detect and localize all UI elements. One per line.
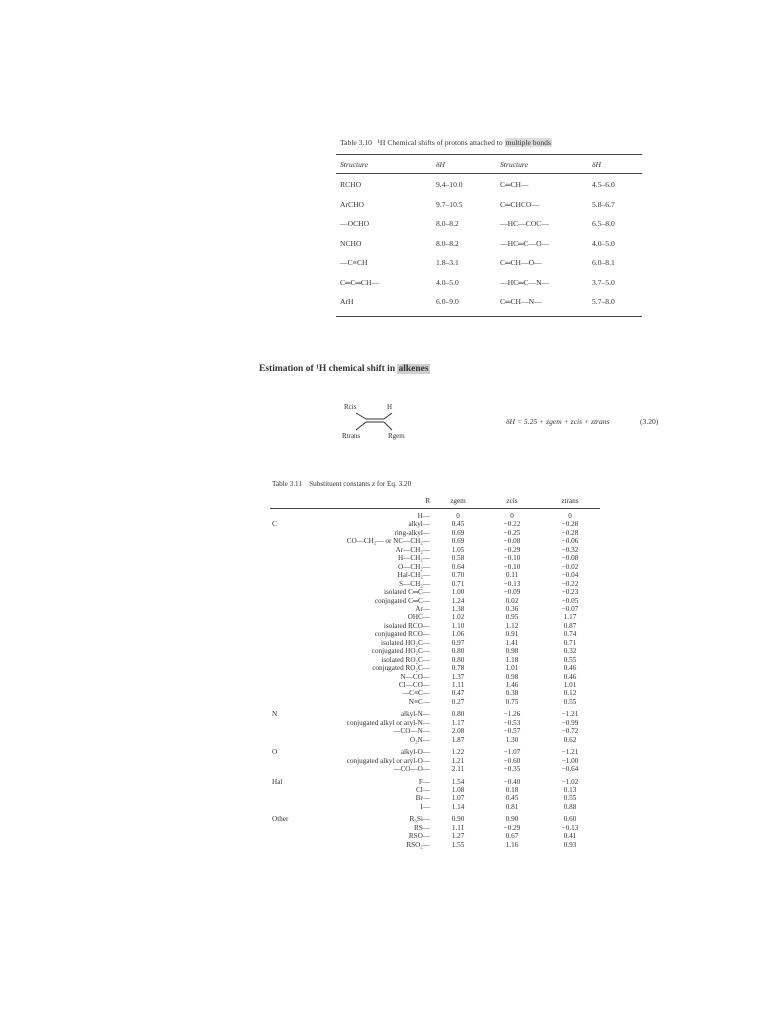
substituent-cell: isolated RCO—: [383, 621, 430, 630]
table-3-11-number: Table 3.11: [272, 480, 302, 488]
shift-cell: 8.0–8.2: [436, 219, 459, 228]
ztrans-cell: −1.21: [561, 748, 579, 757]
zgem-cell: 1.27: [451, 832, 465, 841]
ztrans-cell: 0.46: [563, 672, 577, 681]
zgem-cell: 0.47: [451, 689, 465, 698]
substituent-cell: alkyl—: [408, 520, 430, 529]
col-header-delta: δH: [436, 160, 446, 169]
zgem-cell: 1.54: [451, 777, 465, 786]
zcis-cell: 1.01: [505, 664, 519, 673]
zgem-cell: 2.11: [451, 765, 465, 774]
structure-cell: C═CH—N—: [500, 297, 542, 306]
substituent-cell: Ar—: [415, 604, 430, 613]
zcis-cell: −0.13: [503, 579, 521, 588]
ztrans-cell: 0.41: [563, 832, 577, 841]
ztrans-cell: 0.55: [563, 697, 577, 706]
zgem-cell: 1.06: [451, 630, 465, 639]
zgem-cell: 1.00: [451, 588, 465, 597]
substituent-cell: isolated C═C—: [383, 588, 430, 597]
ztrans-cell: −1.02: [561, 777, 579, 786]
zcis-cell: −0.22: [503, 520, 521, 529]
structure-cell: NCHO: [340, 238, 362, 248]
col-header-structure: Structure: [500, 160, 528, 169]
ztrans-cell: 0.93: [563, 840, 577, 849]
substituent-cell: isolated HO₂C—: [380, 638, 430, 647]
zcis-cell: −0.53: [503, 718, 521, 727]
substituent-cell: alkyl-O—: [400, 748, 430, 757]
structure-cell: C═CHCO—: [500, 199, 540, 209]
zgem-cell: 0: [456, 512, 460, 520]
table-3-10: [336, 138, 642, 318]
substituent-cell: conjugated RCO—: [374, 630, 430, 639]
structure-cell: C═CH—O—: [500, 258, 542, 267]
zgem-cell: 0.70: [451, 571, 465, 580]
ztrans-cell: 0.74: [563, 630, 577, 639]
zcis-cell: 0.45: [505, 794, 519, 803]
substituent-cell: conjugated HO₂C—: [371, 647, 430, 656]
table-3-10-title: [340, 138, 640, 147]
substituent-r-trans: Rtrans: [342, 432, 361, 440]
zgem-cell: 0.27: [451, 697, 465, 706]
col-header-ztrans: ztrans: [561, 497, 579, 505]
zcis-cell: 0.18: [505, 785, 519, 794]
structure-cell: C═C═CH—: [340, 277, 380, 287]
ztrans-cell: −0.05: [561, 596, 579, 605]
substituent-cell: conjugated alkyl or aryl-N—: [346, 718, 430, 727]
zcis-cell: −0.40: [503, 777, 521, 786]
table-rule: [336, 173, 642, 174]
alkene-structure: [340, 395, 410, 445]
zcis-cell: 0.95: [505, 613, 519, 622]
zcis-cell: 1.30: [505, 735, 519, 744]
zcis-cell: 1.16: [505, 840, 519, 849]
shift-cell: 5.7–8.0: [592, 297, 615, 306]
zcis-cell: −1.07: [503, 748, 521, 757]
zcis-cell: 1.46: [505, 681, 519, 689]
ztrans-cell: −0.28: [561, 520, 579, 529]
zcis-cell: 0.36: [505, 604, 519, 613]
zgem-cell: 0.69: [451, 528, 465, 537]
bond: [356, 413, 366, 419]
group-label: Hal: [272, 777, 283, 786]
group-label: O: [272, 748, 278, 757]
zcis-cell: −0.08: [503, 537, 521, 546]
substituent-r-cis: Rcis: [344, 403, 357, 411]
ztrans-cell: −0.04: [561, 571, 579, 580]
table-3-11-caption: Substituent constants z for Eq. 3.20: [309, 480, 412, 488]
bond: [384, 413, 392, 419]
structure-cell: —OCHO: [340, 219, 370, 228]
ztrans-cell: −0.99: [561, 718, 579, 727]
substituent-cell: I—: [420, 802, 430, 811]
zgem-cell: 0.80: [451, 647, 465, 656]
zgem-cell: 0.90: [451, 815, 465, 824]
zgem-cell: 1.55: [451, 840, 465, 849]
ztrans-cell: 0.32: [563, 647, 577, 656]
section-heading: [259, 364, 430, 374]
shift-cell: 4.0–5.0: [436, 277, 459, 287]
structure-cell: —HC═C—N—: [500, 277, 550, 287]
substituent-cell: R₃Si—: [409, 815, 430, 824]
col-header-zgem: zgem: [450, 497, 466, 505]
substituent-cell: N≡C—: [408, 697, 430, 706]
ztrans-cell: −0.23: [561, 588, 579, 597]
shift-cell: 9.7–10.5: [436, 199, 463, 209]
zcis-cell: 0.67: [505, 832, 519, 841]
ztrans-cell: 0.62: [563, 735, 577, 744]
substituent-cell: OHC—: [407, 613, 430, 622]
substituent-cell: O₂N—: [409, 735, 430, 744]
zgem-cell: 1.14: [451, 802, 465, 811]
zgem-cell: 1.08: [451, 785, 465, 794]
table-3-11: [270, 480, 600, 890]
zgem-cell: 0.45: [451, 520, 465, 529]
zcis-cell: 0.75: [505, 697, 519, 706]
zcis-cell: 0.90: [505, 815, 519, 824]
substituent-cell: conjugated C═C—: [374, 596, 430, 605]
zcis-cell: −0.60: [503, 756, 521, 765]
ztrans-cell: −1.00: [561, 756, 579, 765]
ztrans-cell: 0.55: [563, 655, 577, 664]
substituent-cell: Cl—: [416, 785, 430, 794]
group-label: N: [272, 710, 278, 719]
zgem-cell: 0.78: [451, 664, 465, 673]
zcis-cell: 1.41: [505, 638, 519, 647]
substituent-cell: F—: [418, 777, 430, 786]
structure-cell: —HC—COC—: [500, 219, 549, 228]
structure-cell: —HC═C—O—: [500, 238, 550, 248]
substituent-cell: ring-alkyl—: [394, 528, 430, 537]
zgem-cell: 0.71: [451, 579, 465, 588]
zgem-cell: 1.21: [451, 756, 465, 765]
shift-cell: 8.0–8.2: [436, 238, 459, 248]
substituent-h: H: [387, 403, 393, 411]
zgem-cell: 1.11: [451, 823, 465, 832]
zcis-cell: 0.98: [505, 647, 519, 656]
shift-cell: 3.7–5.0: [592, 277, 615, 287]
substituent-cell: H—: [417, 512, 430, 520]
group-label: Other: [272, 815, 289, 824]
substituent-cell: N—CO—: [400, 672, 430, 681]
substituent-cell: Ar—CH₂—: [395, 545, 430, 554]
zgem-cell: 1.38: [451, 604, 465, 613]
zgem-cell: 1.10: [451, 621, 465, 630]
zgem-cell: 1.37: [451, 672, 465, 681]
substituent-r-gem: Rgem: [388, 432, 405, 440]
equation-number: (3.20): [640, 417, 659, 426]
equation: δH = 5.25 + zgem + zcis + ztrans: [506, 417, 610, 426]
zgem-cell: 0.80: [451, 710, 465, 719]
bond: [356, 422, 366, 430]
ztrans-cell: 0: [568, 512, 572, 520]
section-heading-highlight: alkenes: [398, 364, 429, 374]
ztrans-cell: −1.21: [561, 710, 579, 719]
col-header-zcis: zcis: [506, 497, 518, 505]
substituent-cell: Br—: [415, 794, 430, 803]
ztrans-cell: −0.32: [561, 545, 579, 554]
ztrans-cell: −0.72: [561, 727, 579, 736]
structure-cell: C═CH—: [500, 180, 529, 189]
group-label: C: [272, 520, 277, 529]
substituent-cell: RS—: [414, 823, 430, 832]
ztrans-cell: 0.55: [563, 794, 577, 803]
zgem-cell: 2.08: [451, 727, 465, 736]
ztrans-cell: 1.01: [563, 681, 577, 689]
zcis-cell: −0.25: [503, 528, 521, 537]
shift-cell: 5.8–6.7: [592, 199, 615, 209]
table-3-10-caption: ¹H Chemical shifts of protons attached to: [377, 138, 505, 147]
ztrans-cell: 0.60: [563, 815, 577, 824]
zgem-cell: 1.02: [451, 613, 465, 622]
structure-cell: ArCHO: [340, 199, 365, 209]
ztrans-cell: −0.13: [561, 823, 579, 832]
shift-cell: 4.0–5.0: [592, 238, 615, 248]
table-rule: [270, 508, 600, 509]
shift-cell: 9.4–10.0: [436, 180, 463, 189]
zgem-cell: 0.97: [451, 638, 465, 647]
table-3-10-number: Table 3.10: [340, 138, 372, 147]
substituent-cell: —CO—O—: [393, 765, 430, 774]
zcis-cell: 1.18: [505, 655, 519, 664]
shift-cell: 4.5–6.0: [592, 180, 615, 189]
table-rule: [336, 316, 642, 317]
substituent-cell: CO—CH₂— or NC—CH₂—: [346, 537, 430, 546]
substituent-cell: conjugated RO₂C—: [372, 664, 430, 673]
table-3-10-caption-highlight: multiple bonds: [505, 138, 551, 147]
ztrans-cell: 1.17: [563, 613, 577, 622]
zcis-cell: 0.98: [505, 672, 519, 681]
substituent-cell: conjugated alkyl or aryl-O—: [346, 756, 430, 765]
zgem-cell: 0.64: [451, 562, 465, 571]
substituent-cell: —C≡C—: [401, 689, 430, 698]
zcis-cell: 0.02: [505, 596, 519, 605]
ztrans-cell: −0.64: [561, 765, 579, 774]
col-header-r: R: [425, 497, 430, 505]
substituent-cell: RSO—: [408, 832, 430, 841]
substituent-cell: H—CH₂—: [397, 554, 430, 563]
ztrans-cell: −0.28: [561, 528, 579, 537]
zgem-cell: 0.69: [451, 537, 465, 546]
structure-cell: —C≡CH: [340, 258, 368, 267]
zgem-cell: 1.07: [451, 794, 465, 803]
zcis-cell: 1.12: [505, 621, 519, 630]
col-header-structure: Structure: [340, 160, 368, 169]
ztrans-cell: −0.02: [561, 562, 579, 571]
ztrans-cell: 0.71: [563, 638, 577, 647]
zgem-cell: 1.11: [451, 681, 465, 689]
ztrans-cell: 0.13: [563, 785, 577, 794]
zcis-cell: −0.09: [503, 588, 521, 597]
zgem-cell: 1.22: [451, 748, 465, 757]
substituent-cell: isolated RO₂C—: [381, 655, 430, 664]
zcis-cell: 0: [510, 512, 514, 520]
zcis-cell: −0.10: [503, 554, 521, 563]
zcis-cell: 0.91: [505, 630, 519, 639]
shift-cell: 6.5–8.0: [592, 219, 615, 228]
table-3-11-title: [272, 480, 411, 488]
ztrans-cell: −0.07: [561, 604, 579, 613]
zcis-cell: −0.35: [503, 765, 521, 774]
ztrans-cell: 0.12: [563, 689, 577, 698]
structure-cell: RCHO: [340, 180, 362, 189]
zcis-cell: −0.29: [503, 545, 521, 554]
zcis-cell: 0.11: [505, 571, 519, 580]
zcis-cell: −0.29: [503, 823, 521, 832]
zcis-cell: −1.26: [503, 710, 521, 719]
zcis-cell: 0.81: [505, 802, 519, 811]
zgem-cell: 1.87: [451, 735, 465, 744]
zcis-cell: −0.57: [503, 727, 521, 736]
ztrans-cell: 0.46: [563, 664, 577, 673]
substituent-cell: O—CH₂—: [397, 562, 430, 571]
zgem-cell: 0.80: [451, 655, 465, 664]
zgem-cell: 1.17: [451, 718, 465, 727]
zgem-cell: 0.58: [451, 554, 465, 563]
bond: [384, 422, 392, 430]
section-heading-text: Estimation of ¹H chemical shift in: [259, 364, 398, 374]
col-header-delta: δH: [592, 160, 602, 169]
shift-cell: 1.8–3.1: [436, 258, 459, 267]
substituent-cell: alkyl-N—: [400, 710, 430, 719]
zcis-cell: 0.38: [505, 689, 519, 698]
shift-cell: 6.0–8.1: [592, 258, 615, 267]
structure-cell: ArH: [340, 297, 354, 306]
ztrans-cell: −0.06: [561, 537, 579, 546]
ztrans-cell: 0.88: [563, 802, 577, 811]
zgem-cell: 1.05: [451, 545, 465, 554]
zcis-cell: −0.10: [503, 562, 521, 571]
substituent-cell: RSO₂—: [406, 840, 430, 849]
substituent-cell: —CO—N—: [393, 727, 430, 736]
table-rule: [336, 154, 642, 155]
ztrans-cell: −0.22: [561, 579, 579, 588]
ztrans-cell: 0.87: [563, 621, 577, 630]
shift-cell: 6.0–9.0: [436, 297, 459, 306]
substituent-cell: Hal-CH₂—: [397, 571, 430, 580]
substituent-cell: S—CH₂—: [399, 579, 430, 588]
substituent-cell: Cl—CO—: [398, 681, 430, 689]
ztrans-cell: −0.08: [561, 554, 579, 563]
zgem-cell: 1.24: [451, 596, 465, 605]
